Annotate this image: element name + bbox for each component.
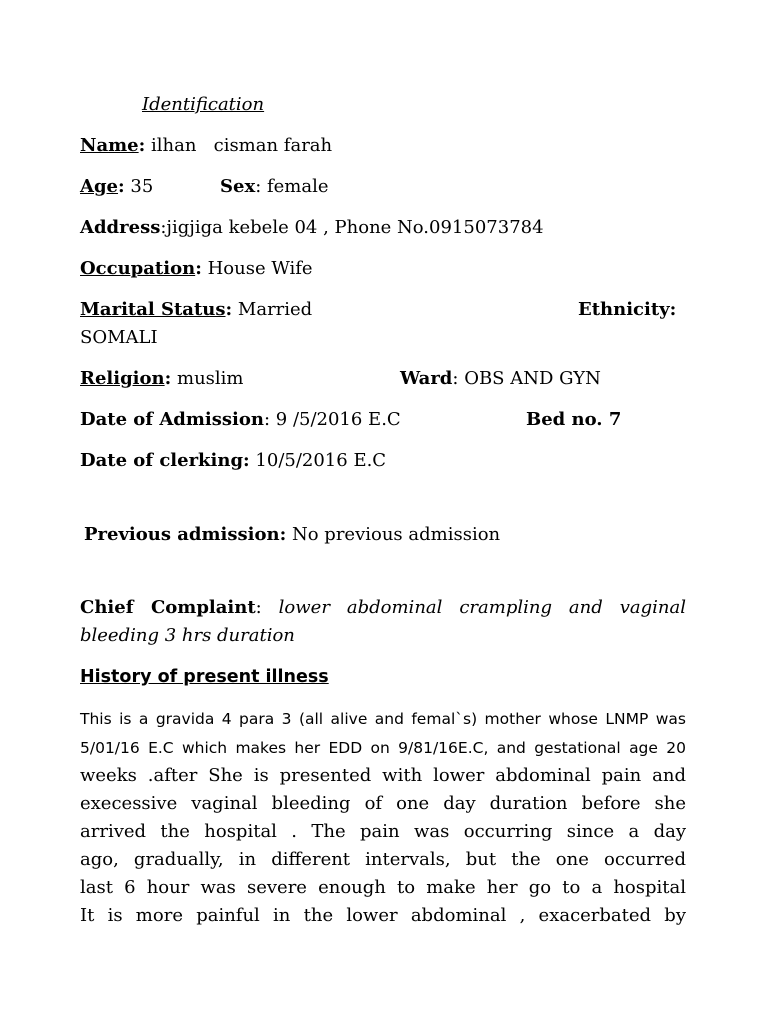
hpi-line: ago, gradually, in different intervals, but the one occurred [80, 849, 686, 870]
name-value: ilhan cisman farah [151, 135, 333, 156]
chief-complaint-label: Chief Complaint [80, 597, 256, 618]
marital-label: Marital Status [80, 299, 226, 320]
address-value: jigjiga kebele 04 , Phone No.0915073784 [166, 217, 544, 238]
admission-value: 9 /5/2016 E.C [275, 409, 401, 430]
marital-line: Marital Status: Married Ethnicity: [80, 296, 686, 324]
clerking-line [80, 447, 686, 475]
chief-complaint-line-1: lower abdominal crampling and vaginal [278, 597, 686, 618]
hpi-heading: History of present illness [80, 667, 329, 687]
religion-ward-line: Religion: muslim Ward: OBS AND GYN [80, 368, 601, 389]
occupation-label: Occupation [80, 258, 196, 279]
sex-value: female [266, 176, 329, 197]
prev-admission-value: No previous admission [291, 524, 501, 545]
ward-label: Ward [400, 368, 453, 389]
hpi-line: arrived the hospital . The pain was occurring since a day [80, 821, 686, 842]
religion-value: muslim [177, 368, 244, 389]
hpi-line: execessive vaginal bleeding of one day duration before she [80, 793, 686, 814]
hpi-line: 5/01/16 E.C which makes her EDD on 9/81/16E.C, and gestational age 20 [80, 739, 686, 757]
address-label: Address [80, 217, 161, 238]
prev-admission-label: Previous admission: [84, 524, 287, 545]
age-value: 35 [130, 176, 154, 197]
address-line: Address:jigjiga kebele 04 , Phone No.0915073784 [80, 217, 544, 238]
marital-value: Married [237, 299, 313, 320]
sex-label: Sex [220, 176, 256, 197]
name-line: Name: ilhan cisman farah [80, 135, 333, 156]
occupation-value: House Wife [207, 258, 313, 279]
name-label: Name [80, 135, 139, 156]
ward-value: OBS AND GYN [464, 368, 601, 389]
age-label: Age [80, 176, 119, 197]
clerking-value: 10/5/2016 E.C [255, 450, 387, 471]
chief-complaint-line: Chief Complaint: lower abdominal crampling and vaginal [80, 597, 686, 618]
previous-admission-line [84, 521, 690, 549]
ethnicity-value: SOMALI [80, 327, 158, 348]
clerking-label: Date of clerking: [80, 450, 250, 471]
age-sex-line: Age: 35 Sex: female [80, 176, 329, 197]
hpi-line: It is more painful in the lower abdominal , exacerbated by [80, 905, 686, 926]
chief-complaint-line-2: bleeding 3 hrs duration [80, 625, 295, 646]
hpi-line: weeks .after She is presented with lower abdominal pain and [80, 765, 686, 786]
bed-label: Bed no. 7 [526, 409, 622, 430]
admission-label: Date of Admission [80, 409, 264, 430]
ethnicity-label: Ethnicity: [578, 299, 677, 320]
occupation-line: Occupation: House Wife [80, 258, 313, 279]
hpi-line: last 6 hour was severe enough to make her go to a hospital [80, 877, 686, 898]
hpi-line: This is a gravida 4 para 3 (all alive and femal`s) mother whose LNMP was [80, 710, 686, 728]
religion-label: Religion [80, 368, 165, 389]
admission-line: Date of Admission: 9 /5/2016 E.C Bed no. 7 [80, 406, 686, 434]
identification-heading: Identification [142, 94, 265, 115]
